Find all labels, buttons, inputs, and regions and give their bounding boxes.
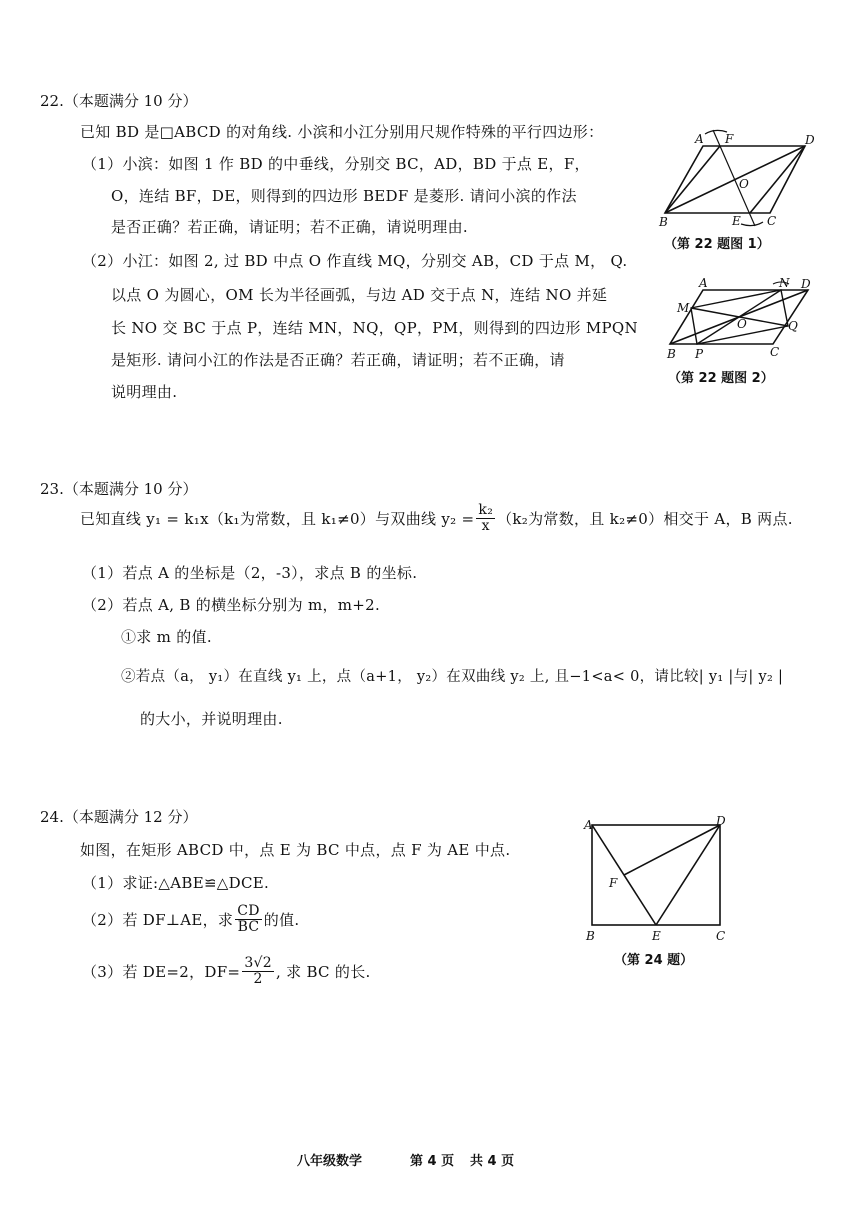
q22-part2-line2: 以点 O 为圆心，OM 长为半径画弧，与边 AD 交于点 N，连结 NO 并延 (111, 286, 608, 304)
fig2-label-a: A (699, 276, 708, 290)
q22-part1-line1: （1）小滨：如图 1 作 BD 的中垂线，分别交 BC，AD，BD 于点 E，F， (82, 155, 590, 173)
q23-part1: （1）若点 A 的坐标是（2，-3），求点 B 的坐标. (82, 564, 418, 582)
q24-part3-a: （3）若 DE=2，DF= (82, 962, 241, 981)
q22-heading: 22.（本题满分 10 分） (40, 92, 198, 110)
q22-figure1 (655, 122, 825, 230)
q22-part2-line3: 长 NO 交 BC 于点 P，连结 MN，NQ，QP，PM，则得到的四边形 MPQN (111, 319, 638, 337)
fig2-label-n: N (779, 276, 790, 290)
q24-figure (582, 815, 732, 945)
fig2-label-b: B (667, 347, 676, 361)
q24-part3 (82, 956, 371, 986)
fig2-label-c: C (770, 345, 780, 359)
q24-p3-den: 2 (253, 970, 263, 987)
q24-part3-b: , 求 BC 的长. (275, 962, 371, 981)
fig1-label-o: O (739, 177, 749, 191)
footer-total: 共 4 页 (470, 1154, 515, 1169)
q22-part1-line3: 是否正确？若正确，请证明；若不正确，请说明理由. (111, 218, 468, 236)
fig2-label-q: Q (788, 319, 798, 333)
q23-heading: 23.（本题满分 10 分） (40, 480, 198, 498)
q23-part2b-cont: 的大小，并说明理由. (140, 710, 283, 728)
fig24-label-c: C (716, 929, 726, 943)
q24-figure-caption: （第 24 题） (614, 953, 694, 968)
fig1-label-e: E (732, 214, 741, 228)
q22-figure2-caption: （第 22 题图 2） (668, 371, 774, 386)
q24-p3-num: 3√2 (244, 955, 272, 971)
q22-part1-line2: O，连结 BF，DE，则得到的四边形 BEDF 是菱形. 请问小滨的作法 (111, 187, 577, 205)
q23-fraction (476, 503, 495, 533)
q24-heading: 24.（本题满分 12 分） (40, 808, 198, 826)
fig2-label-d: D (801, 277, 811, 291)
footer-page: 第 4 页 (410, 1154, 455, 1169)
fig24-label-a: A (584, 818, 593, 832)
fig2-label-p: P (695, 347, 704, 361)
q22-part2-line1: （2）小江：如图 2, 过 BD 中点 O 作直线 MQ，分别交 AB，CD 于点 M， Q. (82, 252, 628, 270)
fig24-label-d: D (716, 815, 726, 828)
q24-part1: （1）求证:△ABE≌△DCE. (82, 874, 270, 892)
q24-p2-num: CD (237, 903, 260, 919)
q24-intro: 如图，在矩形 ABCD 中，点 E 为 BC 中点，点 F 为 AE 中点. (80, 841, 511, 859)
fig1-label-d: D (805, 133, 815, 147)
q22-part2-line5: 说明理由. (111, 383, 178, 401)
q23-intro-a: 已知直线 y₁ = k₁x（k₁为常数，且 k₁≠0）与双曲线 y₂ = (80, 509, 475, 528)
fig1-label-c: C (767, 214, 777, 228)
q24-p2-den: BC (237, 918, 260, 935)
fig1-label-f: F (725, 132, 734, 146)
q23-frac-num: k₂ (478, 502, 494, 518)
q24-part2-b: 的值. (263, 910, 300, 929)
q23-frac-den: x (481, 517, 490, 534)
fig24-label-b: B (586, 929, 595, 943)
q22-figure1-caption: （第 22 题图 1） (664, 237, 770, 252)
q23-part2a: ①求 m 的值. (121, 628, 212, 646)
fig1-label-b: B (659, 215, 668, 229)
footer-subject: 八年级数学 (297, 1154, 363, 1169)
q24-part2-a: （2）若 DF⊥AE，求 (82, 910, 234, 929)
q24-part2 (82, 904, 299, 934)
fig2-label-m: M (677, 301, 690, 315)
q23-part2: （2）若点 A, B 的横坐标分别为 m，m+2. (82, 596, 381, 614)
q22-part2-line4: 是矩形. 请问小江的作法是否正确？若正确，请证明；若不正确，请 (111, 351, 565, 369)
fig1-label-a: A (695, 132, 704, 146)
q24-part2-fraction (235, 904, 262, 934)
q24-part3-fraction (242, 956, 274, 986)
q23-part2b: ②若点（a， y₁）在直线 y₁ 上，点（a+1， y₂）在双曲线 y₂ 上, 且−1<a< 0，请比较| y₁ |与| y₂ | (121, 669, 784, 685)
fig2-label-o: O (737, 317, 747, 331)
q23-intro (80, 503, 793, 533)
fig24-label-f: F (609, 876, 618, 890)
fig24-label-e: E (652, 929, 661, 943)
q22-intro: 已知 BD 是□ABCD 的对角线. 小滨和小江分别用尺规作特殊的平行四边形： (80, 123, 604, 141)
q23-intro-b: （k₂为常数，且 k₂≠0）相交于 A，B 两点. (497, 509, 793, 528)
q22-figure2 (663, 276, 823, 362)
